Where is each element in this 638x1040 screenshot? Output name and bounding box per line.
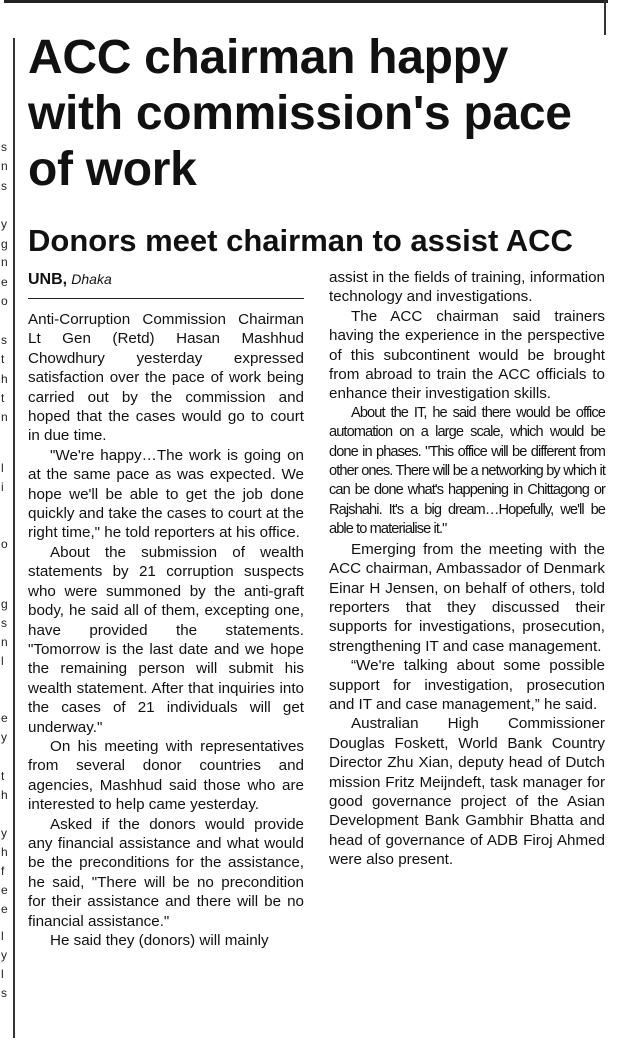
edge-fragment: s <box>1 179 7 193</box>
paragraph: Australian High Commissioner Douglas Foskett, World Bank Country Director Zhu Xian, deputy head of Dutch mission Fritz Meijndeft, task manager for good governance project of the Asian Development Bank Gambhir Bhatta and head of governance of ADB Firoj Ahmed were also present. <box>329 715 605 869</box>
edge-fragment: e <box>1 883 8 897</box>
edge-fragment: f <box>1 864 5 878</box>
column-divider-rule <box>13 38 15 1038</box>
paragraph: About the IT, he said there would be office automation on a large scale, which would be done in phases. "This office will be different from other ones. There will be a networking by which it can be done what's happening in Chittagong or Rajshahi. It's a big dream…Hopefully, we'll be able to materialise it." <box>329 404 605 538</box>
edge-fragment: y <box>1 948 7 962</box>
edge-fragment: n <box>1 255 8 269</box>
right-rule <box>604 0 606 35</box>
edge-fragment: i <box>1 480 4 494</box>
edge-fragment: y <box>1 217 7 231</box>
edge-fragment: t <box>1 769 5 783</box>
edge-fragment: n <box>1 635 8 649</box>
paragraph: assist in the fields of training, information technology and investigations. <box>329 269 605 306</box>
edge-fragment: o <box>1 537 8 551</box>
paragraph: On his meeting with representatives from several donor countries and agencies, Mashhud said those who are interested to help came yesterday. <box>28 737 304 814</box>
paragraph: "We're happy…The work is going on at the same pace as was expected. We hope we'll be able to get the job done quickly and take the cases to court at the right time," he told reporters at his office. <box>28 446 304 542</box>
byline <box>28 271 112 289</box>
edge-fragment: s <box>1 333 7 347</box>
edge-fragment: l <box>1 461 4 475</box>
paragraph: Emerging from the meeting with the ACC chairman, Ambassador of Denmark Einar H Jensen, on behalf of others, told reporters that they discussed their supports for investigations, prosecution, strengthening IT and case management. <box>329 540 605 655</box>
paragraph: Anti-Corruption Commission Chairman Lt Gen (Retd) Hasan Mashhud Chowdhury yesterday expressed satisfaction over the pace of work being carried out by the commission and hoped that the cases would go to court in due time. <box>28 311 304 445</box>
edge-fragment: e <box>1 902 8 916</box>
paragraph: Asked if the donors would provide any financial assistance and what would be the preconditions for the assistance, he said, "There will be no precondition for their assistance and there will be no financial assistance." <box>28 815 304 930</box>
edge-fragment: l <box>1 654 4 668</box>
paragraph: He said they (donors) will mainly <box>50 932 269 949</box>
headline: ACC chairman happy with commission's pace of work <box>28 31 572 196</box>
edge-fragment: t <box>1 391 5 405</box>
paragraph: About the submission of wealth statements by 21 corruption suspects who were summoned by the anti-graft body, he said all of them, excepting one, have provided the statements. "Tomorrow is the last date and we hope the remaining person will submit his wealth statement. After that inquiries into the cases of 21 individuals will get underway." <box>28 543 304 736</box>
article-column-1 <box>28 310 304 950</box>
top-rule <box>4 0 608 3</box>
byline-rule <box>28 298 304 299</box>
edge-fragment: e <box>1 275 8 289</box>
edge-fragment: n <box>1 410 8 424</box>
byline-place: Dhaka <box>71 271 112 287</box>
edge-fragment: t <box>1 352 5 366</box>
edge-fragment: l <box>1 967 4 981</box>
edge-fragment: l <box>1 929 4 943</box>
edge-fragment: s <box>1 986 7 1000</box>
subheadline: Donors meet chairman to assist ACC <box>28 223 573 258</box>
edge-fragment: o <box>1 294 8 308</box>
edge-fragment: e <box>1 711 8 725</box>
edge-fragment: g <box>1 237 8 251</box>
edge-fragment: g <box>1 597 8 611</box>
paragraph: The ACC chairman said trainers having the experience in the perspective of this subcontinent would be brought from abroad to train the ACC officials to enhance their investigation skills. <box>329 307 605 403</box>
article-column-2 <box>329 268 605 870</box>
paragraph: “We're talking about some possible support for investigation, prosecution and IT and case management,” he said. <box>329 657 605 713</box>
adjacent-column-fragments <box>0 0 10 1040</box>
edge-fragment: n <box>1 159 8 173</box>
edge-fragment: h <box>1 372 8 386</box>
edge-fragment: s <box>1 140 7 154</box>
edge-fragment: y <box>1 730 7 744</box>
edge-fragment: h <box>1 788 8 802</box>
edge-fragment: s <box>1 616 7 630</box>
edge-fragment: h <box>1 845 8 859</box>
byline-agency: UNB, <box>28 271 68 288</box>
edge-fragment: y <box>1 826 7 840</box>
